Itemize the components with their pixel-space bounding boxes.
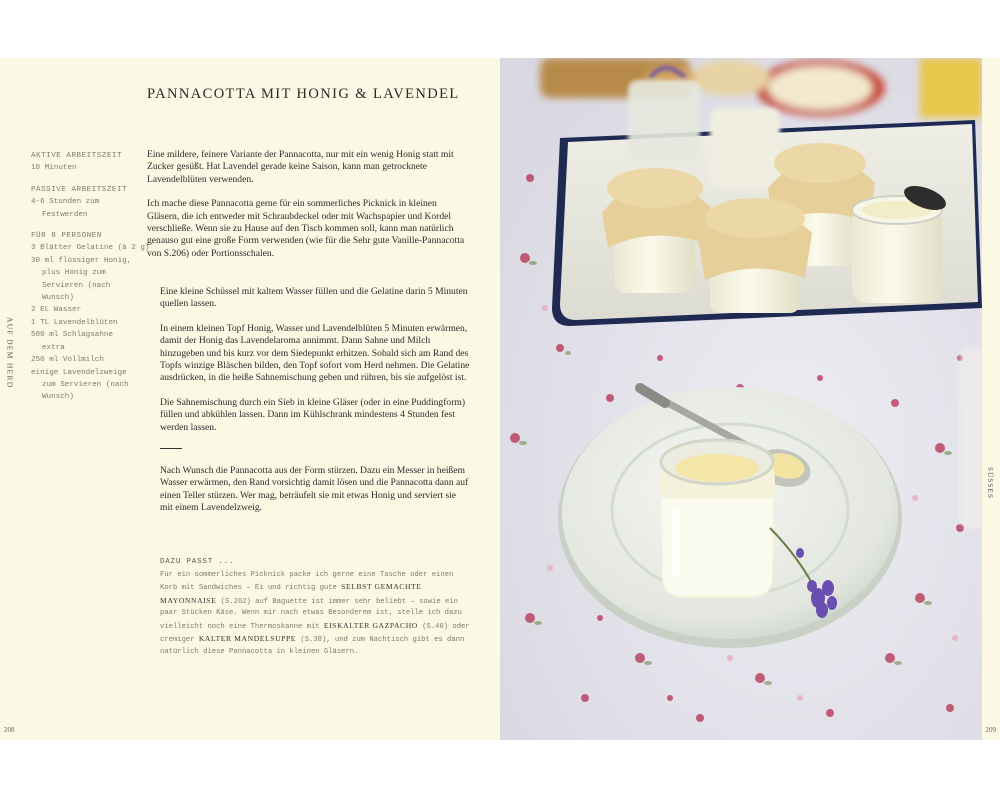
cross-reference: KALTER MANDELSUPPE xyxy=(198,634,297,643)
step-paragraph: In einem kleinen Topf Honig, Wasser und Lavendelblüten 5 Minuten erwärmen, damit der Honig das Lavendelaroma annimmt. Dann Sahne und Milch hinzugeben und bis kurz vor dem Siedepunkt erhitzen. Sobald sich am Rand des Topfs winzige Bläschen bilden, den Topf sofort vom Herd nehmen. Die Gelatine ausdrücken, in die heiße Sahnemischung geben und rühren, bis sie aufgelöst ist. xyxy=(160,322,470,384)
recipe-steps xyxy=(160,286,470,527)
page-number-right: 209 xyxy=(985,726,996,734)
recipe-sidebar xyxy=(31,150,150,404)
ingredient: 30 ml flüssiger Honig, xyxy=(31,256,132,265)
cross-reference: SELBST GEMACHTE MAYONNAISE xyxy=(160,582,422,605)
serving-tip xyxy=(160,557,472,658)
left-page xyxy=(0,58,500,740)
ingredient: 1 TL Lavendelblüten xyxy=(31,318,118,327)
ingredient: plus Honig zum xyxy=(42,269,106,278)
category-label: SÜSSES xyxy=(986,466,994,500)
pannacotta-photo xyxy=(500,58,982,740)
pannacotta-jar xyxy=(660,440,775,598)
section-label: AUF DEM HERD xyxy=(5,317,15,389)
ingredient: 500 ml Schlagsahne xyxy=(31,331,114,340)
ingredient: einige Lavendelzweige xyxy=(31,368,127,377)
ingredient: 250 ml Vollmilch xyxy=(31,356,104,365)
ingredient: 2 EL Wasser xyxy=(31,306,82,315)
ingredient: Wunsch) xyxy=(42,294,74,303)
tip-heading: DAZU PASST ... xyxy=(160,558,235,566)
ingredient: 3 Blätter Gelatine (à 2 g) xyxy=(31,244,150,253)
ingredient: Servieren (nach xyxy=(42,281,111,290)
cross-reference: EISKALTER GAZPACHO xyxy=(323,620,418,630)
recipe-intro xyxy=(147,149,471,272)
step-paragraph: Eine kleine Schüssel mit kaltem Wasser füllen und die Gelatine darin 5 Minuten quellen lassen. xyxy=(160,286,468,310)
passive-time-value: 4-6 Stunden zum xyxy=(31,198,100,207)
ingredient: extra xyxy=(42,343,65,352)
step-paragraph: Die Sahnemischung durch ein Sieb in kleine Gläser (oder in eine Puddingform) füllen und abkühlen lassen. Dann im Kühlschrank mindestens 4 Stunden fest werden lassen. xyxy=(160,396,466,433)
right-page xyxy=(500,58,1000,740)
book-spread xyxy=(0,58,1000,740)
ingredient: zum Servieren (nach xyxy=(42,380,129,389)
page-number-left: 208 xyxy=(4,726,15,734)
servings-label: FÜR 8 PERSONEN xyxy=(31,232,102,241)
step-paragraph: Nach Wunsch die Pannacotta aus der Form stürzen. Dazu ein Messer in heißem Wasser erwärmen, den Rand vorsichtig damit lösen und die Pannacotta dann auf einen Teller stürzen. Wer mag, beträufelt sie mit etwas Honig und serviert sie mit einem Lavendelzweig. xyxy=(160,465,469,514)
intro-paragraph: Ich mache diese Pannacotta gerne für ein sommerliches Picknick in kleinen Gläsern, die ich entweder mit Schraubdeckel oder mit Wachspapier und Kordel verschließe. Wenn sie zu Hause auf den Tisch kommen soll, kann man natürlich genauso gut eine große Form verwenden (wie für die Sehr gute Vanille-Pannacotta von S.206) oder Portionsschalen. xyxy=(147,198,465,259)
active-time-label: AKTIVE ARBEITSZEIT xyxy=(31,152,123,160)
intro-paragraph: Eine mildere, feinere Variante der Pannacotta, nur mit ein wenig Honig statt mit Zucker gesüßt. Hat Lavendel gerade keine Saison, kann man getrocknete Lavendelblüten verwenden. xyxy=(147,149,454,185)
recipe-title: PANNACOTTA MIT HONIG & LAVENDEL xyxy=(147,86,460,102)
passive-time-label: PASSIVE ARBEITSZEIT xyxy=(31,185,128,194)
active-time-value: 10 Minuten xyxy=(31,164,77,173)
divider xyxy=(160,448,182,449)
passive-time-value-cont: Festwerden xyxy=(42,210,88,219)
tip-text: Für ein sommerliches Picknick packe ich gerne eine Tasche oder einen Korb mit Sandwiches – Ei und richtig gute SELBST GEMACHTE MAYONNAISE (S.262) auf Baguette ist immer sehr beliebt – sowie ein paar Stücken Käse. Wenn mir nach etwas Besonderem ist, stelle ich dazu vielleicht noch eine Thermoskanne mit EISKALTER GAZPACHO (S.40) oder cremiger KALTER MANDELSUPPE (S.38), und zum Nachtisch gibt es dann natürlich diese Pannacotta in kleinen Gläsern. xyxy=(160,570,470,656)
ingredient: Wunsch) xyxy=(42,393,74,402)
